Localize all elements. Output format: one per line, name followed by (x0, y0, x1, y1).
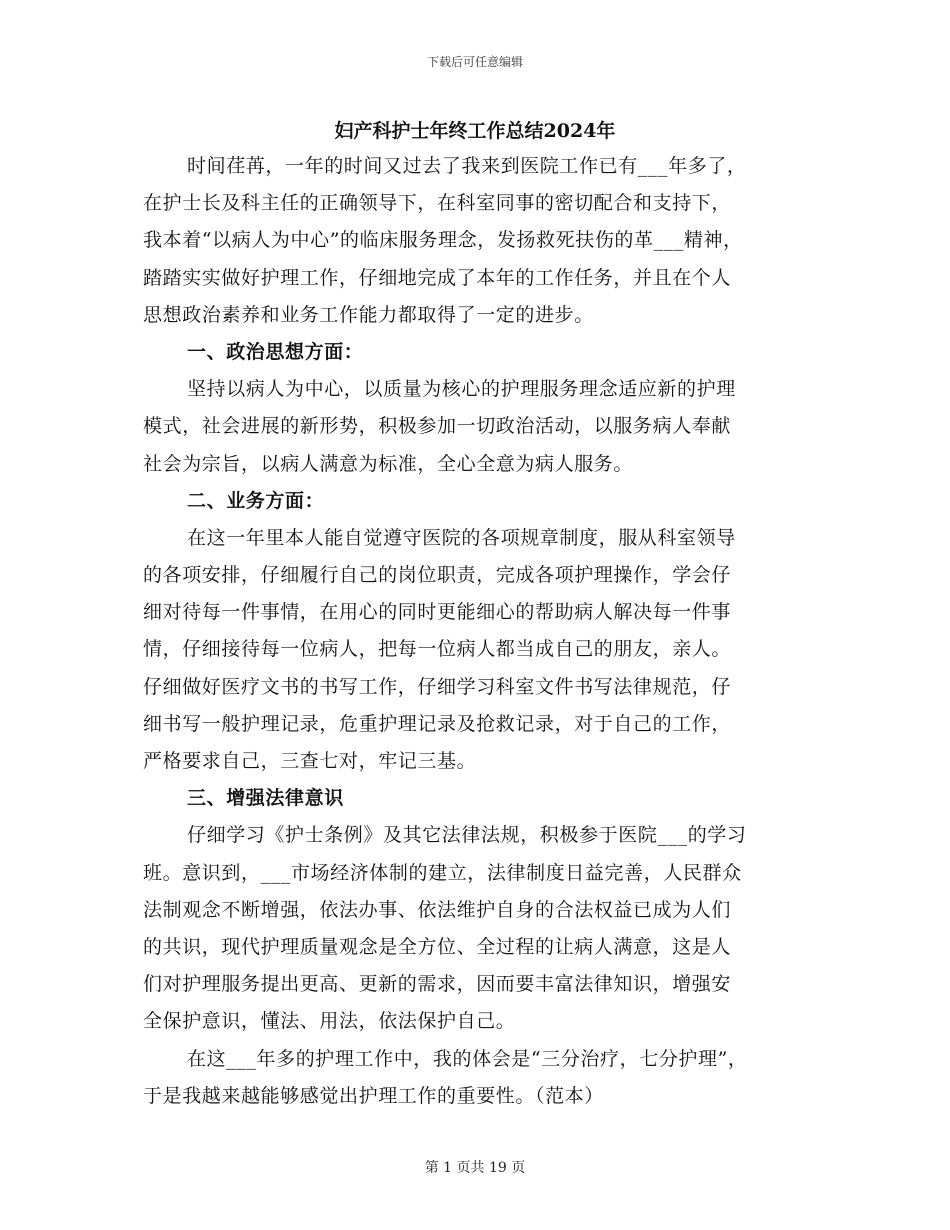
text-line: 在这一年里本人能自觉遵守医院的各项规章制度，服从科室领导 (187, 526, 736, 549)
text-line: 在护士长及科主任的正确领导下，在科室同事的密切配合和支持下， (143, 192, 732, 215)
section-heading: 三、增强法律意识 (187, 787, 344, 810)
text-line: 仔细学习《护士条例》及其它法律法规，积极参于医院___的学习 (187, 824, 747, 847)
text-line: 在这___年多的护理工作中，我的体会是“三分治疗，七分护理”， (187, 1047, 748, 1070)
document-title: 妇产科护士年终工作总结2024年 (334, 120, 616, 142)
text-line: 情，仔细接待每一位病人，把每一位病人都当成自己的朋友，亲人。 (143, 638, 732, 661)
text-line: 我本着“以病人为中心”的临床服务理念，发扬救死扶伤的革___精神， (143, 229, 743, 252)
text-line: 踏踏实实做好护理工作，仔细地完成了本年的工作任务，并且在个人 (143, 266, 732, 289)
document-body (143, 148, 823, 1115)
text-line: 严格要求自己，三查七对，牢记三基。 (143, 750, 477, 772)
section-heading: 二、业务方面： (187, 489, 325, 512)
text-line: 社会为宗旨，以病人满意为标准，全心全意为病人服务。 (143, 452, 634, 475)
text-line: 思想政治素养和业务工作能力都取得了一定的进步。 (143, 303, 594, 326)
text-line: 法制观念不断增强，依法办事、依法维护自身的合法权益已成为人们 (143, 898, 732, 921)
text-line: 坚持以病人为中心，以质量为核心的护理服务理念适应新的护理 (187, 378, 736, 401)
page-number: 第 1 页共 19 页 (424, 1160, 526, 1176)
text-line: 的各项安排，仔细履行自己的岗位职责，完成各项护理操作，学会仔 (143, 564, 732, 587)
text-line: 时间荏苒，一年的时间又过去了我来到医院工作已有___年多了， (187, 155, 747, 177)
text-line: 仔细做好医疗文书的书写工作，仔细学习科室文件书写法律规范，仔 (143, 675, 732, 698)
text-line: 班。意识到，___市场经济体制的建立，法律制度日益完善，人民群众 (143, 861, 742, 884)
text-line: 细书写一般护理记录，危重护理记录及抢救记录，对于自己的工作， (143, 712, 732, 735)
text-line: 们对护理服务提出更高、更新的需求，因而要丰富法律知识，增强安 (143, 973, 732, 996)
text-line: 全保护意识，懂法、用法，依法保护自己。 (143, 1010, 516, 1033)
text-line: 细对待每一件事情，在用心的同时更能细心的帮助病人解决每一件事 (143, 601, 732, 624)
section-heading: 一、政治思想方面： (187, 340, 364, 363)
text-line: 的共识，现代护理质量观念是全方位、全过程的让病人满意，这是人 (143, 935, 732, 958)
text-line: 模式，社会进展的新形势，积极参加一切政治活动，以服务病人奉献 (143, 415, 732, 438)
header-note: 下载后可任意编辑 (426, 55, 523, 69)
text-line: 于是我越来越能够感觉出护理工作的重要性。（范本） (143, 1084, 604, 1107)
